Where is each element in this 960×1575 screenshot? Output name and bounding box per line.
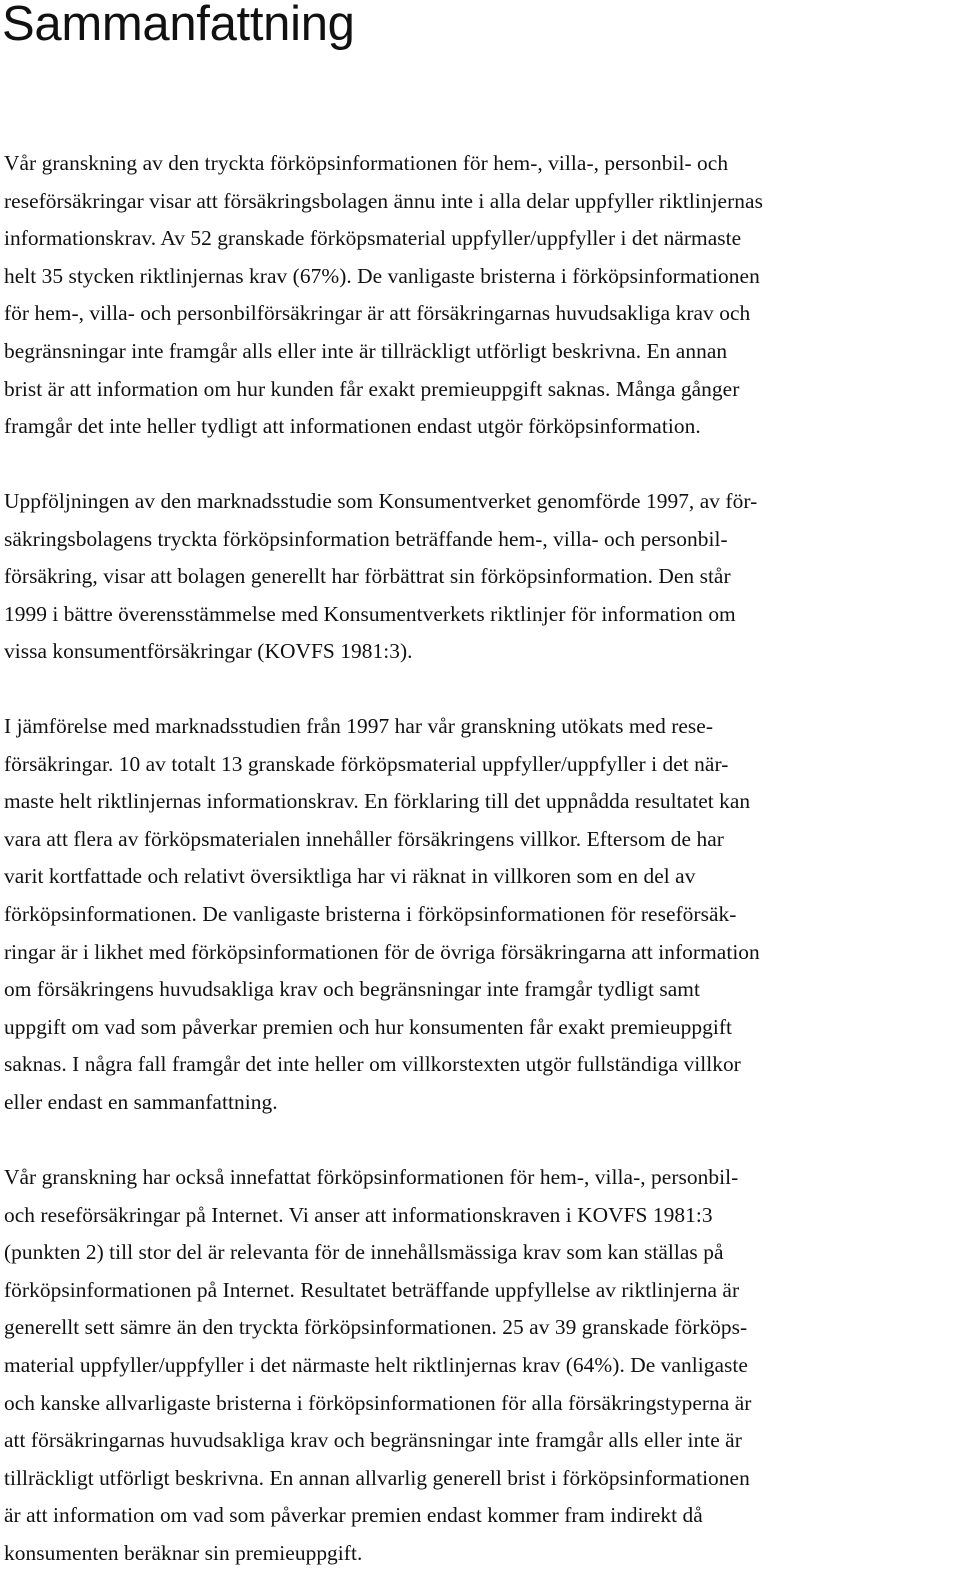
text-line: framgår det inte heller tydligt att informationen endast utgör förköpsinformation. [4, 414, 701, 439]
paragraph-2 [4, 483, 757, 671]
text-line: begränsningar inte framgår alls eller inte är tillräckligt utförligt beskrivna. En annan [4, 338, 728, 363]
text-line: I jämförelse med marknadsstudien från 1997 har vår granskning utökats med rese- [4, 714, 714, 738]
text-line: helt 35 stycken riktlinjernas krav (67%). De vanligaste bristerna i förköpsinformationen [4, 263, 760, 288]
text-line: konsumenten beräknar sin premieuppgift. [4, 1540, 363, 1565]
text-line: reseförsäkringar visar att försäkringsbolagen ännu inte i alla delar uppfyller riktlinjernas [4, 188, 763, 213]
text-line: säkringsbolagens tryckta förköpsinformation beträffande hem-, villa- och personbil- [4, 526, 728, 551]
text-line: varit kortfattade och relativt översiktliga har vi räknat in villkoren som en del av [4, 864, 696, 889]
text-line: informationskrav. Av 52 granskade förköpsmaterial uppfyller/uppfyller i det närmaste [4, 226, 742, 251]
text-line: är att information om vad som påverkar premien endast kommer fram indirekt då [4, 1503, 703, 1528]
paragraph-3 [4, 708, 760, 1122]
text-line: och kanske allvarligaste bristerna i förköpsinformationen för alla försäkringstyperna är [4, 1390, 752, 1415]
text-line: material uppfyller/uppfyller i det närmaste helt riktlinjernas krav (64%). De vanligaste [4, 1352, 748, 1377]
text-line: vara att flera av förköpsmaterialen innehåller försäkringens villkor. Eftersom de har [4, 826, 724, 851]
paragraph-4 [4, 1159, 751, 1573]
text-line: om försäkringens huvudsakliga krav och begränsningar inte framgår tydligt samt [4, 977, 700, 1002]
text-line: försäkringar. 10 av totalt 13 granskade förköpsmaterial uppfyller/uppfyller i det när- [4, 751, 729, 776]
text-line: generellt sett sämre än den tryckta förköpsinformationen. 25 av 39 granskade förköps- [4, 1315, 748, 1340]
text-line: förköpsinformationen på Internet. Resultatet beträffande uppfyllelse av riktlinjerna är [4, 1277, 740, 1302]
text-line: uppgift om vad som påverkar premien och hur konsumenten får exakt premieuppgift [4, 1014, 733, 1039]
text-line: maste helt riktlinjernas informationskrav. En förklaring till det uppnådda resultatet kan [4, 789, 751, 814]
text-line: Vår granskning av den tryckta förköpsinformationen för hem-, villa-, personbil- och [4, 151, 729, 175]
text-line: eller endast en sammanfattning. [4, 1089, 278, 1114]
text-line: försäkring, visar att bolagen generellt har förbättrat sin förköpsinformation. Den står [4, 564, 731, 589]
text-line: Uppföljningen av den marknadsstudie som Konsumentverket genomförde 1997, av för- [4, 489, 758, 513]
text-line: saknas. I några fall framgår det inte heller om villkorstexten utgör fullständiga villkor [4, 1052, 741, 1077]
text-line: ringar är i likhet med förköpsinformationen för de övriga försäkringarna att information [4, 939, 760, 964]
text-line: och reseförsäkringar på Internet. Vi anser att informationskraven i KOVFS 1981:3 [4, 1202, 713, 1227]
text-line: vissa konsumentförsäkringar (KOVFS 1981:3). [4, 639, 413, 664]
text-line: att försäkringarnas huvudsakliga krav och begränsningar inte framgår alls eller inte är [4, 1428, 742, 1453]
text-line: förköpsinformationen. De vanligaste bristerna i förköpsinformationen för reseförsäk- [4, 901, 737, 926]
text-line: för hem-, villa- och personbilförsäkringar är att försäkringarnas huvudsakliga krav och [4, 301, 751, 326]
paragraph-1 [4, 145, 763, 446]
text-line: (punkten 2) till stor del är relevanta för de innehållsmässiga krav som kan ställas på [4, 1240, 724, 1265]
text-line: tillräckligt utförligt beskrivna. En annan allvarlig generell brist i förköpsinformationen [4, 1465, 750, 1490]
text-line: 1999 i bättre överensstämmelse med Konsumentverkets riktlinjer för information om [4, 601, 736, 626]
text-line: brist är att information om hur kunden får exakt premieuppgift saknas. Många gånger [4, 376, 740, 401]
text-line: Vår granskning har också innefattat förköpsinformationen för hem-, villa-, personbil- [4, 1165, 739, 1189]
page-title: Sammanfattning [2, 0, 355, 51]
